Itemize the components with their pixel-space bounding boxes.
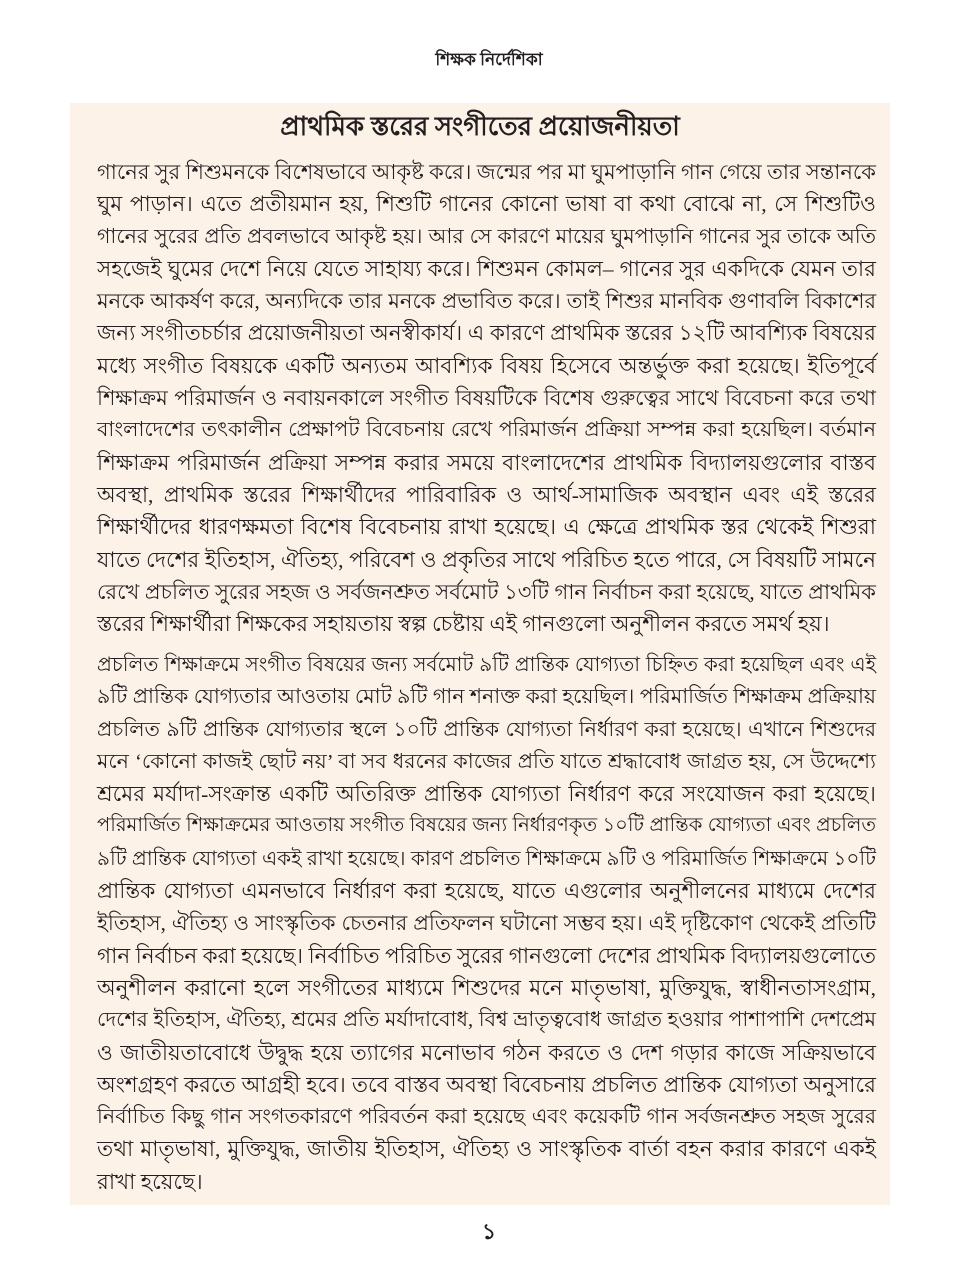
- page-number: ১: [481, 1219, 497, 1244]
- text-line: ও জাতীয়তাবোধে উদ্বুদ্ধ হয়ে ত্যাগের মনোভাব গঠন করতে ও দেশ গড়ার কাজে সক্রিয়ভাবে: [97, 1040, 876, 1065]
- body-paragraph: [97, 156, 876, 640]
- text-line: নির্বাচিত কিছু গান সংগতকারণে পরিবর্তন করা হয়েছে এবং কয়েকটি গান সর্বজনশ্রুত সহজ সুরের: [97, 1106, 876, 1129]
- text-line: ইতিহাস, ঐতিহ্য ও সাংস্কৃতিক চেতনার প্রতিফলন ঘটানো সম্ভব হয়। এই দৃষ্টিকোণ থেকেই প্রতিটি: [97, 911, 876, 936]
- content-panel: [70, 103, 890, 1205]
- text-line: পরিমার্জিত শিক্ষাক্রমের আওতায় সংগীত বিষয়ের জন্য নির্ধারণকৃত ১০টি প্রান্তিক যোগ্যতা এবং প্রচলিত: [97, 815, 876, 837]
- text-line: তথা মাতৃভাষা, মুক্তিযুদ্ধ, জাতীয় ইতিহাস, ঐতিহ্য ও সাংস্কৃতিক বার্তা বহন করার কারণে একই: [97, 1137, 876, 1162]
- text-line: রাখা হয়েছে।: [97, 1169, 203, 1194]
- text-line: ৯টি প্রান্তিক যোগ্যতা একই রাখা হয়েছে। কারণ প্রচলিত শিক্ষাক্রমে ৯টি ও পরিমার্জিত শিক্ষাক্রমে ১০টি: [97, 847, 876, 870]
- text-line: বাংলাদেশের তৎকালীন প্রেক্ষাপট বিবেচনায় রেখে পরিমার্জন প্রক্রিয়া সম্পন্ন করা হয়েছিল। বর্তমান: [97, 419, 876, 442]
- section-title: প্রাথমিক স্তরের সংগীতের প্রয়োজনীয়তা: [280, 112, 680, 141]
- text-line: শিক্ষাক্রম পরিমার্জন ও নবায়নকালে সংগীত বিষয়টিকে বিশেষ গুরুত্বের সাথে বিবেচনা করে তথা: [97, 386, 876, 411]
- text-line: প্রচলিত শিক্ষাক্রমে সংগীত বিষয়ের জন্য সর্বমোট ৯টি প্রান্তিক যোগ্যতা চিহ্নিত করা হয়েছিল এবং এই: [97, 654, 876, 676]
- text-line: যাতে দেশের ইতিহাস, ঐতিহ্য, পরিবেশ ও প্রকৃতির সাথে পরিচিত হতে পারে, সে বিষয়টি সামনে: [97, 547, 876, 572]
- text-line: ঘুম পাড়ান। এতে প্রতীয়মান হয়, শিশুটি গানের কোনো ভাষা বা কথা বোঝে না, সে শিশুটিও: [97, 192, 876, 217]
- text-line: গানের সুরের প্রতি প্রবলভাবে আকৃষ্ট হয়। আর সে কারণে মায়ের ঘুমপাড়ানি গানের সুর তাকে অতি: [97, 225, 876, 248]
- text-line: মনে ‘কোনো কাজই ছোট নয়’ বা সব ধরনের কাজের প্রতি যাতে শ্রদ্ধাবোধ জাগ্রত হয়, সে উদ্দেশ্যে: [97, 750, 876, 773]
- text-line: প্রচলিত ৯টি প্রান্তিক যোগ্যতার স্থলে ১০টি প্রান্তিক যোগ্যতা নির্ধারণ করা হয়েছে। এখানে শিশুদের: [97, 718, 876, 741]
- text-line: গানের সুর শিশুমনকে বিশেষভাবে আকৃষ্ট করে। জন্মের পর মা ঘুমপাড়ানি গান গেয়ে তার সন্তানকে: [97, 160, 876, 184]
- text-line: অনুশীলন করানো হলে সংগীতের মাধ্যমে শিশুদের মনে মাতৃভাষা, মুক্তিযুদ্ধ, স্বাধীনতাসংগ্রাম,: [97, 975, 876, 1000]
- text-line: প্রান্তিক যোগ্যতা এমনভাবে নির্ধারণ করা হয়েছে, যাতে এগুলোর অনুশীলনের মাধ্যমে দেশের: [97, 879, 876, 904]
- text-line: গান নির্বাচন করা হয়েছে। নির্বাচিত পরিচিত সুরের গানগুলো দেশের প্রাথমিক বিদ্যালয়গুলোতে: [97, 943, 876, 968]
- text-line: শ্রমের মর্যাদা-সংক্রান্ত একটি অতিরিক্ত প্রান্তিক যোগ্যতা নির্ধারণ করে সংযোজন করা হয়েছে।: [97, 782, 876, 807]
- text-line: অংশগ্রহণ করতে আগ্রহী হবে। তবে বাস্তব অবস্থা বিবেচনায় প্রচলিত প্রান্তিক যোগ্যতা অনুসারে: [97, 1072, 876, 1097]
- text-line: দেশের ইতিহাস, ঐতিহ্য, শ্রমের প্রতি মর্যাদাবোধ, বিশ্ব ভ্রাতৃত্ববোধ জাগ্রত হওয়ার পাশাপাশি দেশপ্রেম: [97, 1009, 876, 1032]
- text-line: মনকে আকর্ষণ করে, অন্যদিকে তার মনকে প্রভাবিত করে। তাই শিশুর মানবিক গুণাবলি বিকাশের: [97, 289, 876, 314]
- text-line: জন্য সংগীতচর্চার প্রয়োজনীয়তা অনস্বীকার্য। এ কারণে প্রাথমিক স্তরের ১২টি আবশ্যিক বিষয়ের: [97, 321, 876, 346]
- text-line: সহজেই ঘুমের দেশে নিয়ে যেতে সাহায্য করে। শিশুমন কোমল– গানের সুর একদিকে যেমন তার: [97, 256, 876, 281]
- text-line: রেখে প্রচলিত সুরের সহজ ও সর্বজনশ্রুত সর্বমোট ১৩টি গান নির্বাচন করা হয়েছে, যাতে প্রাথমিক: [97, 579, 876, 604]
- body-paragraph: [97, 649, 876, 1198]
- text-line: ৯টি প্রান্তিক যোগ্যতার আওতায় মোট ৯টি গান শনাক্ত করা হয়েছিল। পরিমার্জিত শিক্ষাক্রম প্রক্রিয়ায়: [97, 686, 876, 709]
- text-line: স্তরের শিক্ষার্থীরা শিক্ষকের সহায়তায় স্বল্প চেষ্টায় এই গানগুলো অনুশীলন করতে সমর্থ হয়।: [97, 612, 830, 637]
- text-line: অবস্থা, প্রাথমিক স্তরের শিক্ষার্থীদের পারিবারিক ও আর্থ-সামাজিক অবস্থান এবং এই স্তরের: [97, 482, 876, 507]
- text-line: শিক্ষার্থীদের ধারণক্ষমতা বিশেষ বিবেচনায় রাখা হয়েছে। এ ক্ষেত্রে প্রাথমিক স্তর থেকেই শিশুরা: [97, 515, 876, 540]
- running-header: শিক্ষক নির্দেশিকা: [435, 50, 543, 69]
- text-line: মধ্যে সংগীত বিষয়কে একটি অন্যতম আবশ্যিক বিষয় হিসেবে অন্তর্ভুক্ত করা হয়েছে। ইতিপূর্বে: [97, 353, 876, 378]
- text-line: শিক্ষাক্রম পরিমার্জন প্রক্রিয়া সম্পন্ন করার সময়ে বাংলাদেশের প্রাথমিক বিদ্যালয়গুলোর বাস্তব: [97, 450, 876, 475]
